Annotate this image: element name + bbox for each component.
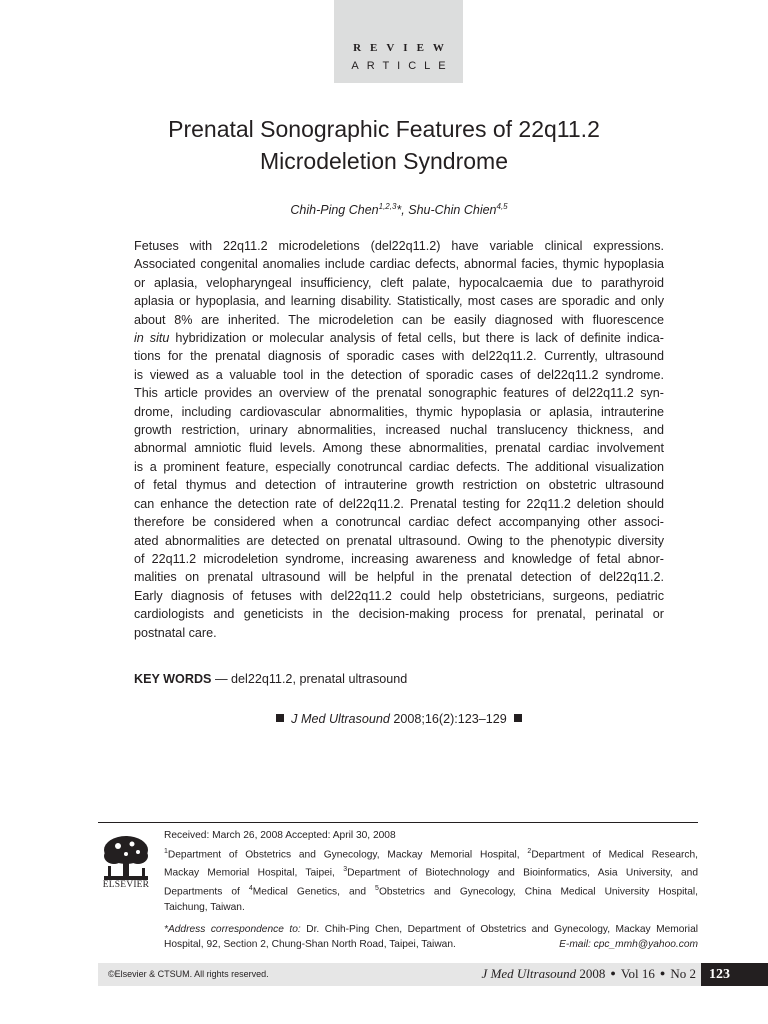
abstract-line: is viewed as a valuable tool in the detection of sporadic cases of del22q11.2 syndrome. [134,367,664,382]
author-1: Chih-Ping Chen [290,203,379,218]
bullet-icon: ● [659,968,666,978]
abstract-line: of fetal thymus and detection of intrauterine growth restriction on obstetric ultrasound [134,478,664,493]
abstract-line: Associated congenital anomalies include cardiac defects, abnormal facies, thymic hypoplasia [134,257,664,272]
affiliation-text: Department of Biotechnology and Bioinformatics, Asia University, and [347,867,698,879]
author-2-affiliations: 4,5 [496,202,508,211]
keywords-label: KEY WORDS [134,672,212,686]
abstract-line: aplasia or hypoplasia, and learning disability. Statistically, most cases are sporadic and only [134,294,664,309]
abstract-line: or aplasia, velopharyngeal insufficiency, cleft palate, hypocalcaemia due to parathyroid [134,275,664,290]
correspondence-label: *Address correspondence to: [164,923,301,935]
correspondence-line-2 [164,937,698,953]
abstract-line: Fetuses with 22q11.2 microdeletions (del22q11.2) have variable clinical expressions. [134,239,664,253]
footnotes [164,828,698,953]
abstract-line: tions for the prenatal diagnosis of sporadic cases with del22q11.2. Currently, ultrasound [134,349,664,364]
affiliation-text: Mackay Memorial Hospital, Taipei, [164,867,344,879]
affiliation-text: Department of Medical Research, [531,848,698,860]
square-bullet-icon [276,714,284,722]
abstract-line: malities on prenatal ultrasound will be helpful in the prenatal detection of del22q11.2. [134,570,664,585]
article-type-review: REVIEW [353,42,453,54]
author-list [134,202,664,217]
correspondence-text: Dr. Chih-Ping Chen, Department of Obstetrics and Gynecology, Mackay Memorial [300,923,698,935]
affiliations-line-2 [164,862,698,881]
abstract-line: is a prominent feature, especially conotruncal cardiac defects. The additional visualization [134,459,664,474]
abstract-line: can enhance the detection rate of del22q11.2. Prenatal testing for 22q11.2 deletion should [134,496,664,511]
affiliation-text: Obstetrics and Gynecology, China Medical University Hospital, [378,886,698,898]
article-title-line1: Prenatal Sonographic Features of 22q11.2 [168,116,600,142]
keywords-dash: — [211,672,232,686]
affiliation-marker: 3 [343,866,348,874]
abstract-line: Early diagnosis of fetuses with del22q11.2 could help obstetricians, surgeons, pediatric [134,588,664,603]
abstract-line: about 8% are inherited. The microdeletion can be easily diagnosed with fluorescence [134,312,664,327]
affiliation-text: Medical Genetics, and [252,886,376,898]
corresponding-mark: * [396,203,402,218]
affiliation-text: Department of Obstetrics and Gynecology, Mackay Memorial Hospital, [167,848,528,860]
affiliation-marker: 5 [375,885,379,893]
received-dates: Received: March 26, 2008 Accepted: April 30, 2008 [164,830,396,841]
affiliation-text: Departments of [164,886,249,898]
bullet-icon: ● [610,968,616,978]
copyright: ©Elsevier & CTSUM. All rights reserved. [108,969,269,979]
correspondence-line-1 [164,922,698,938]
abstract-line: of 22q11.2 microdeletion syndrome, increasing awareness and knowledge of fetal abnor- [134,551,664,566]
affiliations-line-3 [164,881,698,900]
author-1-affiliations: 1,2,3 [378,202,397,211]
abstract-line: drome, including cardiovascular abnormalities, thymic hypoplasia or aplasia, intrauterine [134,404,664,419]
citation-journal: J Med Ultrasound [291,712,390,726]
abstract-line: therefore be considered when a conotruncal cardiac defect accompanying other associ- [134,515,664,530]
citation-details: 2008;16(2):123–129 [389,712,507,726]
abstract [134,237,664,642]
article-title-line2: Microdeletion Syndrome [259,148,508,174]
author-separator: , [401,203,409,218]
correspondence-email: E-mail: cpc_mmh@yahoo.com [559,939,698,951]
abstract-line: cardiologists and geneticists in the decision-making process for prenatal, perinatal or [134,607,664,622]
footer-issue: No 2 [670,966,696,981]
abstract-line: ated abnormalities are detected on prenatal ultrasound. Owing to the phenotypic diversity [134,533,664,548]
footer-year: 2008 [576,966,606,981]
author-2: Shu-Chin Chien [408,203,497,218]
page-number: 123 [701,963,768,986]
affiliation-marker: 4 [248,885,253,893]
footnote-divider [98,822,698,823]
affiliations-line-1 [164,844,698,863]
affiliation-marker: 2 [527,847,532,855]
abstract-line: postnatal care. [134,625,217,640]
affiliations-line-4: Taichung, Taiwan. [164,902,245,914]
keywords-text: del22q11.2, prenatal ultrasound [231,672,408,686]
citation [134,712,664,726]
square-bullet-icon [514,714,522,722]
correspondence-address: Hospital, 92, Section 2, Chung-Shan North Road, Taipei, Taiwan. [164,939,456,951]
footer-journal-info [482,966,696,982]
abstract-line: growth restriction, urinary abnormalities, increased nuchal translucency thickness, and [134,423,664,438]
keywords [134,672,407,686]
footer-volume: Vol 16 [620,966,655,981]
abstract-line: abnormal amniotic fluid levels. Among these abnormalities, prenatal cardiac involvement [134,441,664,456]
abstract-line: in situ hybridization or molecular analysis of fetal cells, but there is lack of definite indica- [134,331,664,346]
article-type-article: ARTICLE [351,60,454,72]
article-type-box [334,0,463,83]
footer-journal-name: J Med Ultrasound [481,966,577,981]
abstract-line: This article provides an overview of the prenatal sonographic features of del22q11.2 syn- [134,386,664,401]
affiliation-marker: 1 [164,847,168,855]
abstract-italic-term: in situ [134,331,170,346]
publisher-logo-text: ELSEVIER [102,880,150,890]
